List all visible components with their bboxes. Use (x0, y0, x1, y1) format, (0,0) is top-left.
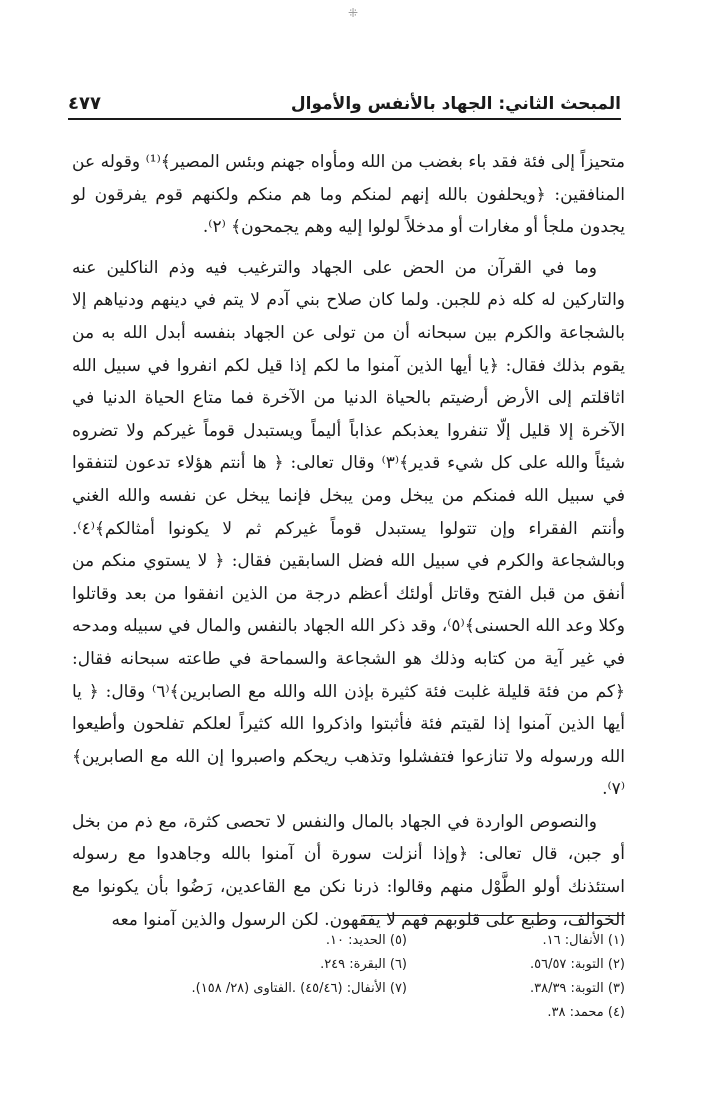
footnote-row (72, 928, 625, 952)
footnote-7: (٧) الأنفال: (٤٥/٤٦) .الفتاوى (٢٨/ ١٥٨). (191, 980, 407, 996)
paragraph-2: وما في القرآن من الحض على الجهاد والترغيب فيه وذم الناكلين عنه والتاركين له كله ذم للجبن. ولما كان صلاح بني آدم لا يتم في دينهم ودنياهم إلا بالشجاعة والكرم بين سبحانه أن من تولى عن الجهاد بنفسه أبدل الله به من يقوم بذلك فقال: ﴿يا أيها الذين آمنوا ما لكم إذا قيل لكم انفروا في سبيل الله اثاقلتم إلى الأرض أرضيتم بالحياة الدنيا من الآخرة فما متاع الحياة الدنيا في الآخرة إلا قليل إلّا تنفروا يعذبكم عذاباً أليماً ويستبدل قوماً غيركم ولا تضروه شيئاً والله على كل شيء قدير﴾⁽٣⁾ وقال تعالى: ﴿ ها أنتم هؤلاء تدعون لتنفقوا في سبيل الله فمنكم من يبخل ومن يبخل فإنما يبخل عن نفسه والله الغني وأنتم الفقراء وإن تتولوا يستبدل قوماً غيركم ثم لا يكونوا أمثالكم﴾⁽٤⁾. وبالشجاعة والكرم في سبيل الله فضل السابقين فقال: ﴿ لا يستوي منكم من أنفق من قبل الفتح وقاتل أولئك أعظم درجة من الذين انفقوا من بعد وقاتلوا وكلا وعد الله الحسنى﴾⁽٥⁾، وقد ذكر الله الجهاد بالنفس والمال في سبيله ومدحه في غير آية من كتابه وذلك هو الشجاعة والسماحة في طاعته سبحانه فقال: ﴿كم من فئة قليلة غلبت فئة كثيرة بإذن الله والله مع الصابرين﴾⁽٦⁾ وقال: ﴿ يا أيها الذين آمنوا إذا لقيتم فئة فأثبتوا واذكروا الله كثيراً لعلكم تفلحون وأطيعوا الله ورسوله ولا تنازعوا فتفشلوا وتذهب ريحكم واصبروا إن الله مع الصابرين﴾ ⁽٧⁾. (72, 257, 626, 800)
footnote-1: (١) الأنفال: ١٦. (542, 932, 625, 948)
page-header (68, 88, 621, 114)
footnote-4: (٤) محمد: ٣٨. (547, 1004, 625, 1020)
body-text (72, 146, 625, 936)
footnote-rule (363, 915, 625, 916)
footnote-6: (٦) البقرة: ٢٤٩. (320, 956, 407, 972)
footnote-row (72, 1000, 625, 1024)
footnote-2: (٢) التوبة: ٥٦/٥٧. (529, 956, 625, 972)
footnote-row (72, 976, 625, 1000)
footnote-3: (٣) التوبة: ٣٨/٣٩. (529, 980, 625, 996)
running-title: المبحث الثاني: الجهاد بالأنفس والأموال (290, 94, 621, 114)
footnote-row (72, 952, 625, 976)
paragraph-1: متحيزاً إلى فئة فقد باء بغضب من الله ومأواه جهنم وبئس المصير﴾⁽¹⁾ وقوله عن المنافقين: ﴿ويحلفون بالله إنهم لمنكم وما هم منكم ولكنهم قوم يفرقون لو يجدون ملجأ أو مغارات أو مدخلاً لولوا إليه وهم يجمحون﴾ ⁽٢⁾. (72, 152, 625, 238)
footnotes (72, 928, 625, 1024)
paragraph-3: والنصوص الواردة في الجهاد بالمال والنفس لا تحصى كثرة، مع ذم من بخل أو جبن، قال تعالى: ﴿وإذا أنزلت سورة أن آمنوا بالله وجاهدوا مع رسوله استئذنك أولو الطَّوْل منهم وقالوا: ذرنا نكن مع القاعدين، رَضُوا بأن يكونوا مع الخوالف، وطبع على قلوبهم فهم لا يفقهون. لكن الرسول والذين آمنوا معه (72, 811, 625, 930)
top-ornament-mark: ⁜ (348, 6, 359, 20)
page-number: ٤٧٧ (68, 93, 101, 114)
header-rule (68, 118, 621, 120)
footnote-5: (٥) الحديد: ١٠. (325, 932, 407, 948)
